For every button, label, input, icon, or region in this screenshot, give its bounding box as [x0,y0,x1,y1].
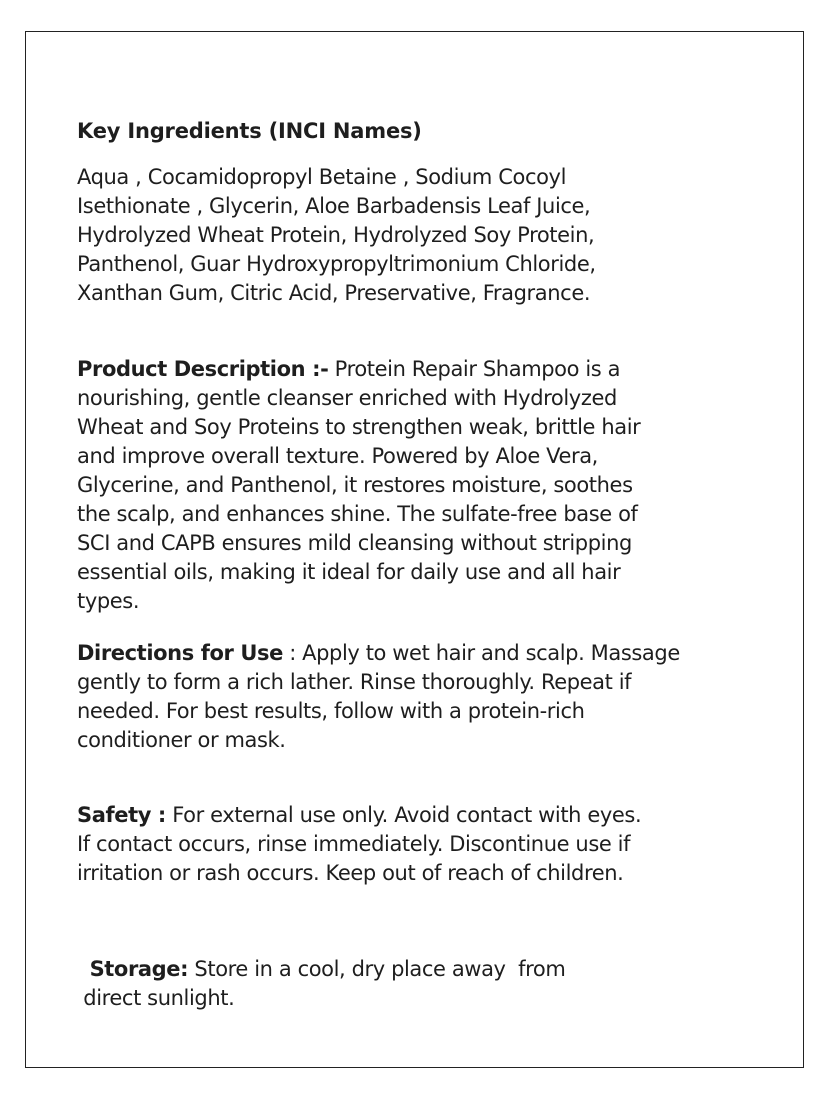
description-line: essential oils, making it ideal for daily use and all hair [77,560,621,584]
safety-label: Safety : [77,803,166,827]
safety-line: For external use only. Avoid contact with eyes. [165,803,642,827]
storage-section [77,926,757,1013]
ingredients-list [77,163,757,308]
product-description [77,355,757,616]
description-line: nourishing, gentle cleanser enriched with Hydrolyzed [77,386,617,410]
safety-section [77,801,757,888]
ingredients-line: Panthenol, Guar Hydroxypropyltrimonium Chloride, [77,252,596,276]
description-line: SCI and CAPB ensures mild cleansing without stripping [77,531,632,555]
ingredients-line: Aqua , Cocamidopropyl Betaine , Sodium Cocoyl [77,165,567,189]
directions-line: : Apply to wet hair and scalp. Massage [282,641,680,665]
description-line: and improve overall texture. Powered by Aloe Vera, [77,444,598,468]
ingredients-line: Hydrolyzed Wheat Protein, Hydrolyzed Soy Protein, [77,223,595,247]
storage-line: direct sunlight. [77,986,235,1010]
ingredients-heading: Key Ingredients (INCI Names) [77,119,422,143]
directions-line: conditioner or mask. [77,728,286,752]
description-line: types. [77,589,140,613]
storage-line: Store in a cool, dry place away from [188,957,566,981]
directions-line: needed. For best results, follow with a protein-rich [77,699,585,723]
description-line: Glycerine, and Panthenol, it restores moisture, soothes [77,473,633,497]
description-line: Protein Repair Shampoo is a [328,357,621,381]
directions-label: Directions for Use [77,641,283,665]
directions-for-use [77,639,757,755]
safety-line: irritation or rash occurs. Keep out of reach of children. [77,861,624,885]
ingredients-line: Isethionate , Glycerin, Aloe Barbadensis Leaf Juice, [77,194,591,218]
description-line: Wheat and Soy Proteins to strengthen weak, brittle hair [77,415,641,439]
directions-line: gently to form a rich lather. Rinse thoroughly. Repeat if [77,670,632,694]
storage-label: Storage: [89,957,189,981]
safety-line: If contact occurs, rinse immediately. Discontinue use if [77,832,631,856]
ingredients-line: Xanthan Gum, Citric Acid, Preservative, Fragrance. [77,281,591,305]
description-line: the scalp, and enhances shine. The sulfate-free base of [77,502,638,526]
description-label: Product Description :- [77,357,329,381]
